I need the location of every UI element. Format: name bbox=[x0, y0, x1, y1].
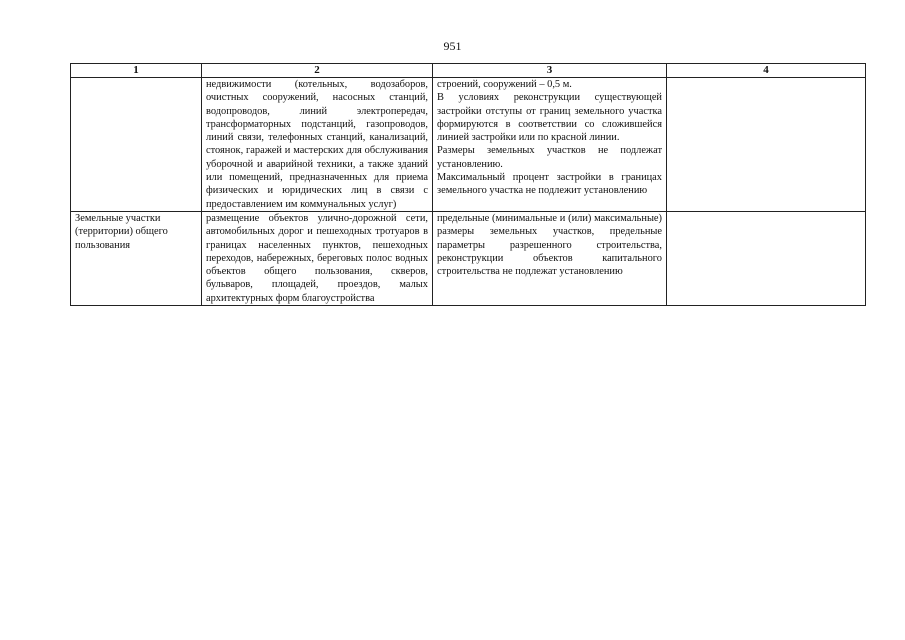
cell-text: недвижимости (котельных, водозаборов, очистных сооружений, насосных станций, водопроводов, линий электропередач, трансформаторных подстанций, газопроводов, линий связи, телефонных станций, канализаций, стоянок, гаражей и мастерских для обслуживания уборочной и аварийной техники, а также зданий или помещений, предназначенных для приема физических и юридических лиц в связи с предоставлением им коммунальных услуг) bbox=[206, 79, 428, 210]
cell-paragraph: В условиях реконструкции существующей застройки отступы от границ земельного участка формируются в соответствии со сложившейся линией застройки или по красной линии. bbox=[437, 92, 662, 144]
column-header-4: 4 bbox=[667, 64, 866, 78]
table-row bbox=[71, 78, 866, 212]
cell-paragraph: строений, сооружений – 0,5 м. bbox=[437, 79, 572, 90]
zoning-table bbox=[70, 63, 866, 306]
cell-permitted-use bbox=[202, 211, 433, 305]
cell-restrictions bbox=[667, 78, 866, 212]
column-header-2: 2 bbox=[202, 64, 433, 78]
page-number: 951 bbox=[443, 39, 462, 53]
cell-parameters bbox=[433, 211, 667, 305]
column-header-3: 3 bbox=[433, 64, 667, 78]
cell-land-type bbox=[71, 78, 202, 212]
cell-parameters bbox=[433, 78, 667, 212]
table-row bbox=[71, 211, 866, 305]
cell-permitted-use bbox=[202, 78, 433, 212]
cell-restrictions bbox=[667, 211, 866, 305]
cell-land-type: Земельные участки (территории) общего пользования bbox=[71, 211, 202, 305]
cell-paragraph: Максимальный процент застройки в границах земельного участка не подлежит установлению bbox=[437, 172, 662, 197]
table-header-row bbox=[71, 64, 866, 78]
cell-paragraph: Размеры земельных участков не подлежат установлению. bbox=[437, 145, 662, 170]
cell-paragraph: предельные (минимальные и (или) максимальные) размеры земельных участков, предельные параметры разрешенного строительства, реконструкции объектов капитального строительства не подлежат установлению bbox=[437, 212, 662, 278]
column-header-1: 1 bbox=[71, 64, 202, 78]
cell-text: размещение объектов улично-дорожной сети, автомобильных дорог и пешеходных тротуаров в границах населенных пунктов, пешеходных переходов, набережных, береговых полос водных объектов общего пользования, скверов, бульваров, площадей, проездов, малых архитектурных форм благоустройства bbox=[206, 212, 428, 304]
